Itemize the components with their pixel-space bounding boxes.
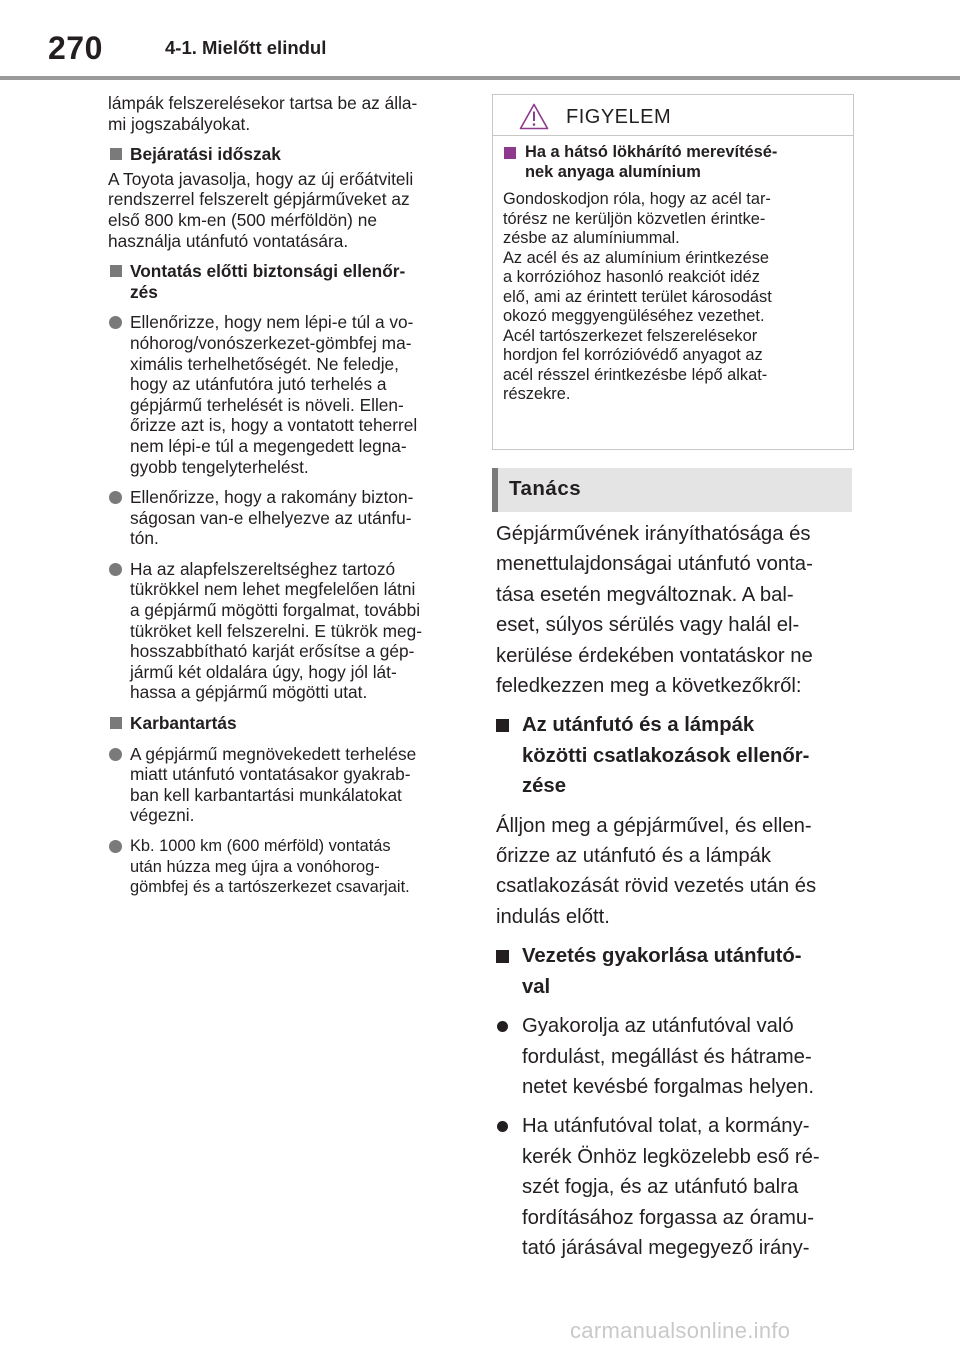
square-bullet-icon: [110, 717, 122, 729]
intro-line: tása esetén megváltoznak. A bal-: [496, 583, 794, 606]
circle-bullet-icon: [109, 748, 122, 761]
page-number: 270: [48, 30, 103, 66]
connection-heading: Az utánfutó és a lámpák közötti csatlakozások ellenőr- zése: [496, 710, 856, 801]
square-bullet-icon: [110, 148, 122, 160]
warning-text: okozó meggyengüléséhez vezethet.: [503, 307, 765, 325]
circle-bullet-icon: [109, 840, 122, 853]
warning-text: Az acél és az alumínium érintkezése: [503, 248, 770, 267]
warning-box: [492, 94, 854, 450]
warning-text: Acél tartószerkezet felszerelésekor: [503, 326, 758, 345]
intro-line: kerülése érdekében vontatáskor ne: [496, 644, 813, 667]
circle-bullet-icon: [497, 1121, 508, 1132]
square-bullet-icon: [504, 147, 516, 159]
square-bullet-icon: [110, 265, 122, 277]
list-item: Kb. 1000 km (600 mérföld) vontatás után húzza meg újra a vonóhorog- gömbfej és a tartószerkezet csavarjait.: [108, 836, 468, 898]
warning-title: FIGYELEM: [566, 106, 672, 128]
list-item: Ha utánfutóval tolat, a kormány- kerék Önhöz legközelebb eső ré- szét fogja, és az utánfutó balra fordításához forgassa az óramu- tató járásával megegyező irány-: [496, 1111, 856, 1263]
intro-line: mi jogszabályokat.: [108, 113, 251, 134]
intro-line: menettulajdonságai utánfutó vonta-: [496, 553, 813, 576]
breakin-text: A Toyota javasolja, hogy az új erőátviteli: [108, 168, 414, 189]
section-title: 4-1. Mielőtt elindul: [165, 37, 327, 58]
circle-bullet-icon: [497, 1021, 508, 1032]
right-column: [496, 519, 856, 1263]
warning-text: a korrózióhoz hasonló reakciót idéz: [503, 268, 760, 286]
breakin-text: első 800 km-en (500 mérföldön) ne: [108, 209, 377, 230]
circle-bullet-icon: [109, 491, 122, 504]
page-header: [0, 0, 960, 80]
maintenance-heading: Karbantartás: [108, 713, 468, 734]
connection-text: Álljon meg a gépjárművel, és ellen-: [496, 814, 812, 837]
circle-bullet-icon: [109, 316, 122, 329]
list-item: Ellenőrizze, hogy a rakomány bizton- ságosan van-e elhelyezve az utánfu- tón.: [108, 487, 468, 549]
advice-accent-bar: [492, 468, 498, 512]
list-item: Ha az alapfelszereltséghez tartozó tükrökkel nem lehet megfelelően látni a gépjármű mögötti forgalmat, további tükröket kell felszerelni. E tükrök meg- hosszabbítható karját erősítse a gép- jármű két oldalára úgy, hogy jól lát- hassa a gépjármű mögötti utat.: [108, 559, 468, 703]
warning-text: Gondoskodjon róla, hogy az acél tar-: [503, 190, 771, 208]
watermark: carmanualsonline.info: [570, 1318, 791, 1343]
square-bullet-icon: [496, 719, 509, 732]
warning-heading: Ha a hátsó lökhárító merevítésé- nek anyaga alumínium: [503, 143, 843, 182]
warning-text: tórész ne kerüljön közvetlen érintke-: [503, 209, 766, 228]
connection-text: őrizze az utánfutó és a lámpák: [496, 845, 772, 868]
warning-text: részekre.: [503, 385, 571, 403]
square-bullet-icon: [496, 950, 509, 963]
breakin-heading: Bejáratási időszak: [108, 144, 468, 165]
advice-title: Tanács: [509, 477, 582, 500]
list-item: Ellenőrizze, hogy nem lépi-e túl a vo- nóhorog/vonószerkezet-gömbfej ma- ximális terhelhetőségét. Ne feledje, hogy az utánfutóra jutó terhelés a gépjármű terhelését is növeli. Ellen- őrizze azt is, hogy a vontatott teherrel nem lépi-e túl a megengedett legna- gyobb tengelyterhelést.: [108, 312, 468, 477]
safety-heading: Vontatás előtti biztonsági ellenőr- zés: [108, 261, 468, 302]
warning-body: [503, 143, 843, 405]
intro-line: feledkezzen meg a következőkről:: [496, 675, 802, 698]
breakin-text: használja utánfutó vontatására.: [108, 230, 349, 251]
list-item: Gyakorolja az utánfutóval való fordulást, megállást és hátrame- netet kevésbé forgalmas helyen.: [496, 1011, 856, 1102]
intro-line: eset, súlyos sérülés vagy halál el-: [496, 614, 800, 637]
warning-triangle-icon: [519, 103, 549, 130]
connection-text: indulás előtt.: [496, 905, 610, 928]
practice-heading: Vezetés gyakorlása utánfutó- val: [496, 941, 856, 1002]
intro-line: Gépjárművének irányíthatósága és: [496, 523, 811, 545]
advice-banner: [492, 468, 852, 512]
intro-line: lámpák felszerelésekor tartsa be az álla-: [108, 93, 418, 113]
warning-text: acél résszel érintkezésbe lépő alkat-: [503, 365, 768, 384]
warning-text: zésbe az alumíniummal.: [503, 229, 680, 247]
header-divider: [0, 76, 960, 80]
left-column: [108, 93, 468, 898]
list-item: A gépjármű megnövekedett terhelése miatt utánfutó vontatásakor gyakrab- ban kell karbantartási munkálatokat végezni.: [108, 744, 468, 826]
warning-text: hordjon fel korrózióvédő anyagot az: [503, 346, 763, 364]
breakin-text: rendszerrel felszerelt gépjárműveket az: [108, 189, 410, 210]
connection-text: csatlakozását rövid vezetés után és: [496, 875, 817, 898]
warning-text: elő, ami az érintett terület károsodást: [503, 287, 772, 306]
warning-header: [493, 95, 853, 136]
circle-bullet-icon: [109, 563, 122, 576]
